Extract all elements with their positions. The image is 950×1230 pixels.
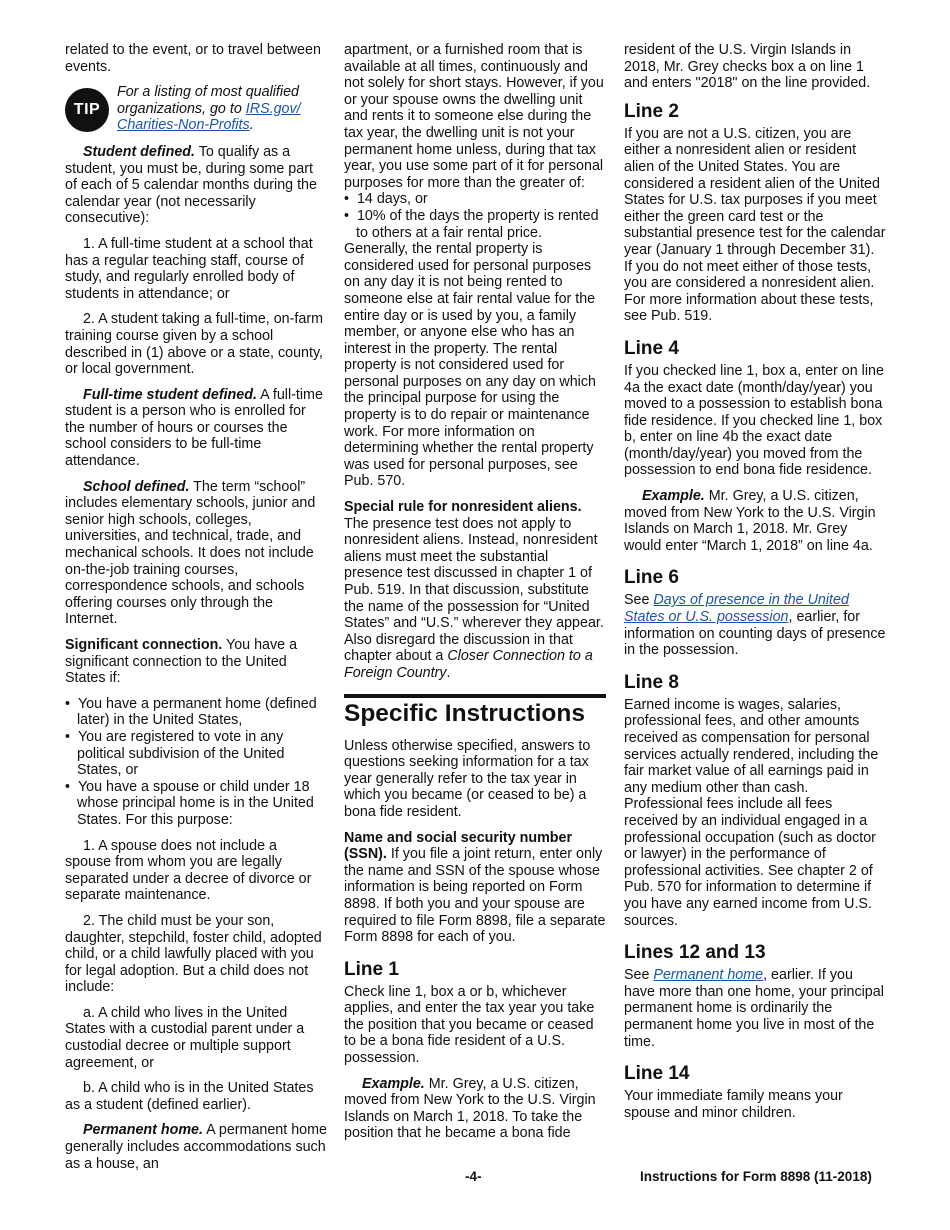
tip-icon: TIP xyxy=(65,88,109,132)
bullet-item: • 14 days, or xyxy=(344,191,428,208)
full-time-defined-paragraph: Full-time student defined. A full-time student is a person who is enrolled for the number of hours or courses the school considers to be full-time attendance. xyxy=(65,386,323,470)
line-1-heading: Line 1 xyxy=(344,958,399,980)
intro-paragraph: related to the event, or to travel between events. xyxy=(65,42,321,75)
generally-paragraph: Generally, the rental property is considered used for personal purposes on any day it is not being rented to someone else at fair rental value for the entire day or is used by you, a family member, or anyone else who has an interest in the property. The rental property is not considered used for personal purposes on any day on which the principal purpose for using the property is to do repair or maintenance work. For more information on determining whether the rental property was used for personal purposes, see Pub. 570. xyxy=(344,241,596,490)
permanent-home-link[interactable]: Permanent home xyxy=(653,967,764,984)
list-item: 1. A spouse does not include a spouse from whom you are legally separated under a decree of divorce or separate maintenance. xyxy=(65,837,312,904)
school-defined-paragraph: School defined. The term “school” includes elementary schools, junior and senior high schools, colleges, universities, and technical, trade, and mechanical schools. It does not include on-the-job training courses, correspondence schools, and schools offering courses only through the Internet. xyxy=(65,478,316,628)
list-item: 2. A student taking a full-time, on-farm training course given by a school described in (1) above or a state, county, or local government. xyxy=(65,311,324,378)
line-4-heading: Line 4 xyxy=(624,337,679,359)
lines-12-13-text: See Permanent home, earlier. If you have more than one home, your principal permanent home is ordinarily the permanent home you live in most of the time. xyxy=(624,967,884,1050)
line-2-text: If you are not a U.S. citizen, you are either a nonresident alien or resident alien of the United States. You are considered a resident alien of the United States for U.S. tax purposes if you meet either the green card test or the substantial presence test for the calendar year (January 1 through December 31). If you do not meet either of those tests, you are considered a nonresident alien. For more information about these tests, see Pub. 519. xyxy=(624,125,886,325)
column-3 xyxy=(624,42,886,1130)
column-1 xyxy=(65,42,327,1181)
column-2 xyxy=(344,42,606,1151)
line-2-heading: Line 2 xyxy=(624,100,679,122)
line-6-heading: Line 6 xyxy=(624,567,679,589)
student-defined-paragraph: Student defined. To qualify as a student, you must be, during some part of each of 5 calendar months during the calendar year (not necessarily consecutive): xyxy=(65,143,317,227)
line-8-text: Earned income is wages, salaries, professional fees, and other amounts received as compensation for personal services actually rendered, including the fair market value of all earnings paid in any medium other than cash. Professional fees include all fees received by an individual engaged in a professional occupation (such as doctor or lawyer) in the performance of professional activities. See chapter 2 of Pub. 570 for information to determine if you have any earned income from U.S. sources. xyxy=(624,696,879,929)
bullet-item: • You are registered to vote in any political subdivision of the United States, or xyxy=(65,728,285,779)
line-1-example: Example. Mr. Grey, a U.S. citizen, moved from New York to the U.S. Virgin Islands on March 1, 2018. To take the position that he became a bona fide xyxy=(344,1075,596,1142)
line-4-text: If you checked line 1, box a, enter on line 4a the exact date (month/day/year) you moved to a possession to establish bona fide residence. If you checked line 1, box b, enter on line 4b the exact date (month/day/year) you moved from the possession to end bona fide residence. xyxy=(624,362,884,479)
line-14-heading: Line 14 xyxy=(624,1063,690,1085)
days-of-presence-link[interactable]: Days of presence in the United States or U.S. possession xyxy=(624,592,849,626)
lines-12-13-heading: Lines 12 and 13 xyxy=(624,942,766,964)
line-8-heading: Line 8 xyxy=(624,671,679,693)
bullet-item: • 10% of the days the property is rented to others at a fair rental price. xyxy=(344,207,599,241)
line-14-text: Your immediate family means your spouse and minor children. xyxy=(624,1088,843,1121)
unless-paragraph: Unless otherwise specified, answers to questions seeking information for a tax year generally refer to the tax year in which you became (or ceased to be) a bona fide resident. xyxy=(344,737,591,820)
list-item: 2. The child must be your son, daughter, stepchild, foster child, adopted child, or a child lawfully placed with you for legal adoption. But a child does not include: xyxy=(65,912,322,996)
significant-connection-paragraph: Significant connection. You have a significant connection to the United States if: xyxy=(65,637,298,687)
tip-text: For a listing of most qualified organizations, go to IRS.gov/ Charities-Non-Profits. xyxy=(117,84,301,134)
name-ssn-paragraph: Name and social security number (SSN). If you file a joint return, enter only the name and SSN of the spouse whose information is being reported on Form 8898. If both you and your spouse are required to file Form 8898, file a separate Form 8898 for each of you. xyxy=(344,829,606,946)
permanent-home-continued: apartment, or a furnished room that is available at all times, continuously and not solely for short stays. However, if you or your spouse owns the dwelling unit and rents it to someone else during the tax year, the dwelling unit is not your permanent home unless, during that tax year, you use some part of it for personal purposes for more than the greater of: xyxy=(344,42,604,191)
list-item: b. A child who is in the United States as a student (defined earlier). xyxy=(65,1080,314,1113)
line-6-text: See Days of presence in the United States or U.S. possession, earlier, for information on counting days of presence in the possession. xyxy=(624,592,886,659)
list-item: a. A child who lives in the United States with a custodial parent under a custodial decree or multiple support agreement, or xyxy=(65,1004,305,1071)
special-rule-paragraph: Special rule for nonresident aliens. The presence test does not apply to nonresident aliens. Instead, nonresident aliens must meet the substantial presence test discussed in chapter 1 of Pub. 519. In that discussion, substitute the name of the possession for “United States” and “U.S.” wherever they appear. Also disregard the discussion in that chapter about a Closer Connection to a Foreign Country. xyxy=(344,499,604,681)
line-4-example: Example. Mr. Grey, a U.S. citizen, moved from New York to the U.S. Virgin Islands on March 1, 2018. Mr. Grey would enter “March 1, 2018” on line 4a. xyxy=(624,488,876,554)
section-title: Specific Instructions xyxy=(344,694,606,729)
bullet-item: • You have a permanent home (defined later) in the United States, xyxy=(65,695,317,729)
tip-box xyxy=(65,84,327,134)
bullet-item: • You have a spouse or child under 18 whose principal home is in the United States. For this purpose: xyxy=(65,778,314,828)
page-number: -4- xyxy=(465,1169,482,1184)
example-continued: resident of the U.S. Virgin Islands in 2018, Mr. Grey checks box a on line 1 and enters "2018" on the line provided. xyxy=(624,42,871,92)
form-title: Instructions for Form 8898 (11-2018) xyxy=(640,1169,872,1184)
line-1-text: Check line 1, box a or b, whichever applies, and enter the tax year you take the position that you became or ceased to be a bona fide resident of a U.S. possession. xyxy=(344,983,595,1067)
permanent-home-paragraph: Permanent home. A permanent home generally includes accommodations such as a house, an xyxy=(65,1122,327,1172)
charities-link[interactable]: IRS.gov/ Charities-Non-Profits xyxy=(117,100,301,134)
list-item: 1. A full-time student at a school that has a regular teaching staff, course of study, and regularly enrolled body of students in attendance; or xyxy=(65,235,313,302)
